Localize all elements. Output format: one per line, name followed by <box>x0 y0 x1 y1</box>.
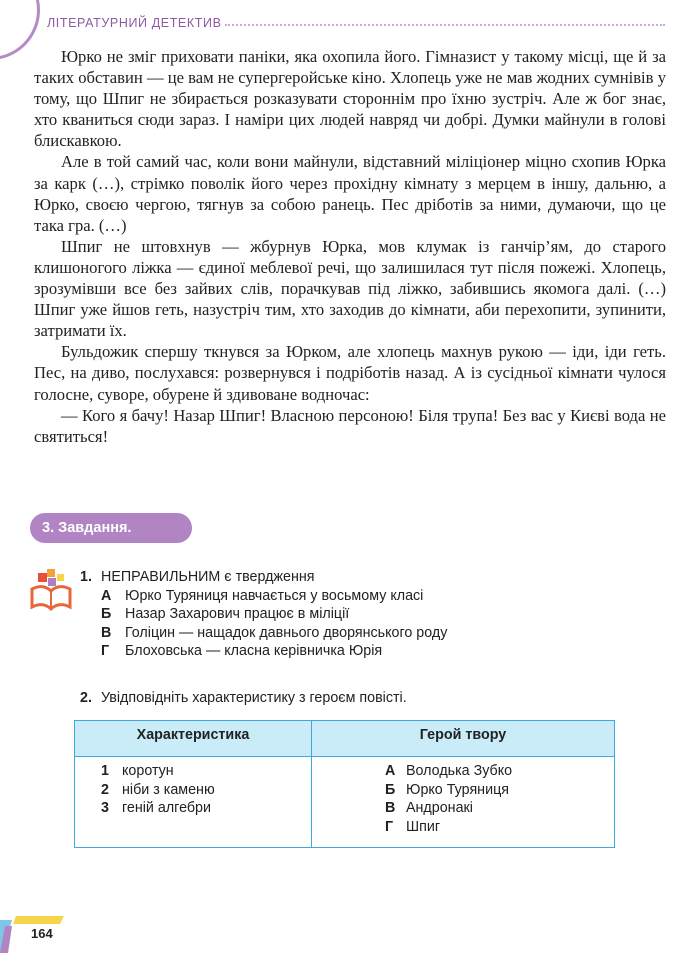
list-item <box>385 799 512 818</box>
item-letter: А <box>385 763 396 779</box>
story-paragraph: Але в той самий час, коли вони майнули, відставний міліціонер міцно схопив Юрка за карк (…), стрімко поволік його через прохідну кімнату з мерцем в іншу, дальню, а Юрко, своєю чергою, тягнув за собою ранець. Пес дріботів за ними, думаючи, що це така гра. (…) <box>34 152 666 235</box>
table-column-divider <box>311 721 312 847</box>
option-text: Юрко Туряниця навчається у восьмому класі <box>125 587 424 604</box>
item-text: геній алгебри <box>122 800 211 817</box>
item-number: 2 <box>101 781 109 798</box>
task-1-prompt-line <box>80 568 640 587</box>
list-item <box>101 799 215 818</box>
task-1-option <box>80 587 640 606</box>
item-text: Юрко Туряниця <box>406 781 509 798</box>
icon-square-purple <box>48 578 56 586</box>
list-item <box>385 818 512 837</box>
item-letter: Б <box>385 781 396 798</box>
story-paragraph: Шпиг не штовхнув — жбурнув Юрка, мов клумак із ганчір’ям, до старого клишоногого ліжка — єдиної меблевої речі, що залишилася тут після пожежі. Хлопець, зрозумівши все без зайвих слів, порачкував під ліжко, забившись якомога далі. (…) Шпиг уже йшов геть, назустріч тим, хто заходив до кімнати, аби перехопити, зупинити, затримати їх. <box>34 236 666 341</box>
table-header-hero: Герой твору <box>419 727 507 743</box>
characteristics-list <box>101 762 215 818</box>
item-text: ніби з каменю <box>122 781 215 798</box>
option-letter: В <box>101 624 112 641</box>
list-item <box>385 762 512 781</box>
story-paragraph: Юрко не зміг приховати паніки, яка охопила його. Гімназист у такому місці, ще й за таких обставин — це вам не супергеройське кіно. Хлопець уже не мав жодних сумнівів у тому, що Шпиг не збирається розказувати стороннім про їхню зустріч. Але ж бог знає, хто кваниться сюди зараз. І наміри цих людей навряд чи добрі. Думки майнули в голові блискавкою. <box>34 47 666 151</box>
option-text: Голіцин — нащадок давнього дворянського роду <box>125 624 448 641</box>
option-text: Блоховська — класна керівничка Юрія <box>125 643 383 660</box>
option-letter: Г <box>101 643 110 660</box>
footer-bar-yellow <box>13 916 64 924</box>
task-1-option <box>80 605 640 624</box>
task-1-number: 1. <box>80 569 92 585</box>
story-paragraph: Бульдожик спершу ткнувся за Юрком, але хлопець махнув рукою — іди, іди геть. Пес, на диво, послухався: розвернувся і подріботів назад. А із сусідньої кімнати чулося голосне, суворе, обурене й здивоване водночас: <box>34 342 666 404</box>
running-header-title: ЛІТЕРАТУРНИЙ ДЕТЕКТИВ <box>47 16 222 30</box>
item-text: Андронакі <box>406 800 473 817</box>
story-paragraph: — Кого я бачу! Назар Шпиг! Власною персоною! Біля трупа! Без вас у Києві вода не святиться! <box>34 405 666 446</box>
section-heading-tasks: 3. Завдання. <box>30 513 192 543</box>
list-item <box>101 781 215 800</box>
task-1-option <box>80 642 640 661</box>
table-header-characteristic: Характеристика <box>136 727 250 743</box>
task-1-option <box>80 624 640 643</box>
icon-square-orange <box>47 569 55 577</box>
heroes-list <box>385 762 512 836</box>
story-excerpt <box>34 46 666 447</box>
header-dotted-rule <box>225 24 665 26</box>
option-letter: Б <box>101 606 112 623</box>
list-item <box>101 762 215 781</box>
item-text: Шпиг <box>406 818 441 835</box>
icon-square-red <box>38 573 47 582</box>
option-letter: А <box>101 587 112 604</box>
item-number: 1 <box>101 763 109 779</box>
task-2-prompt: Увідповідніть характеристику з героєм повісті. <box>101 690 407 706</box>
list-item <box>385 781 512 800</box>
item-text: коротун <box>122 763 174 779</box>
item-text: Володька Зубко <box>406 763 513 779</box>
matching-table <box>74 720 615 848</box>
option-text: Назар Захарович працює в міліції <box>125 606 350 623</box>
task-1-prompt: НЕПРАВИЛЬНИМ є твердження <box>101 569 315 585</box>
task-2-number: 2. <box>80 690 92 706</box>
task-2 <box>80 689 640 708</box>
item-letter: Г <box>385 818 394 835</box>
item-letter: В <box>385 800 396 817</box>
icon-square-yellow <box>57 574 64 581</box>
item-number: 3 <box>101 800 109 817</box>
book-icon <box>28 567 74 613</box>
page-number: 164 <box>31 926 53 941</box>
task-1 <box>80 568 640 661</box>
